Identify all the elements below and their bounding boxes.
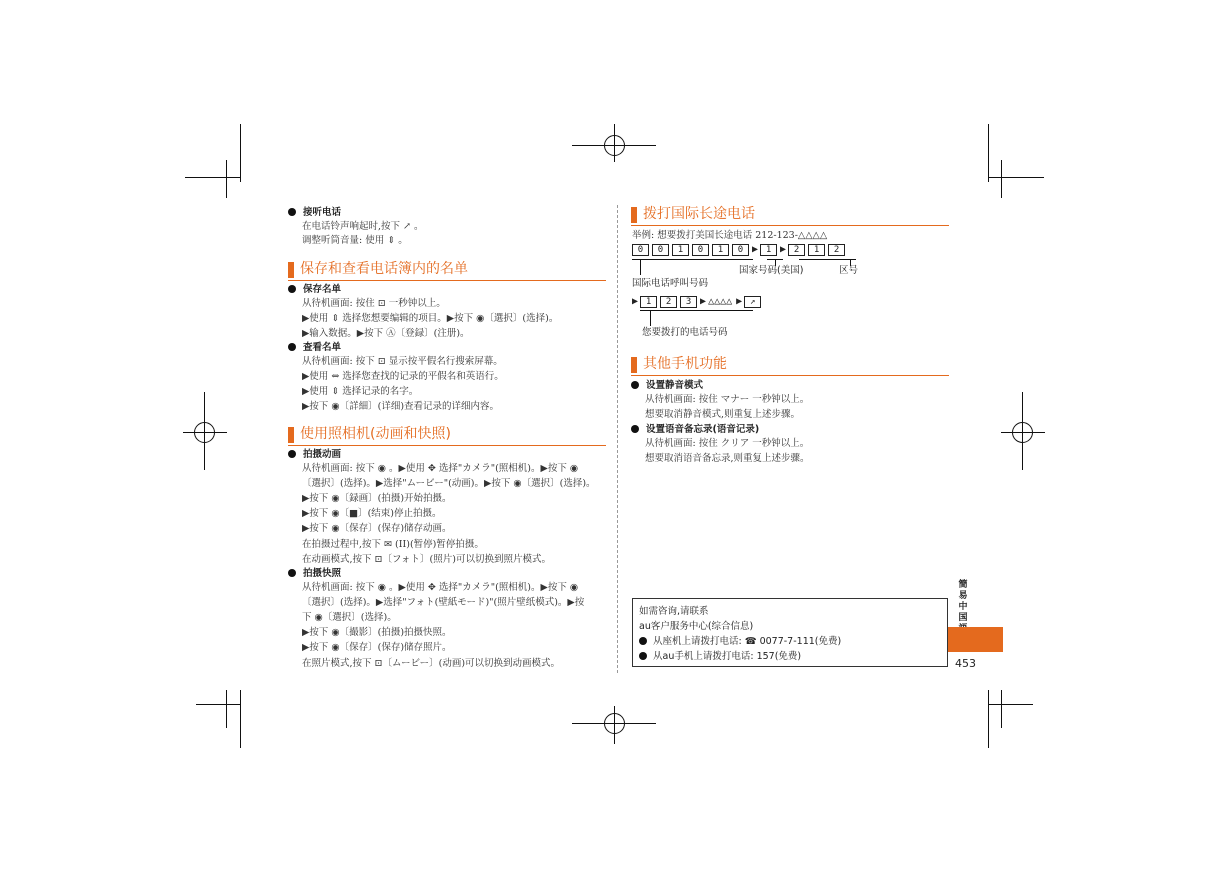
dial-sequence-1 (632, 244, 848, 256)
crop-mark-br-h (988, 704, 1033, 705)
registration-mark-right-v (1022, 392, 1023, 470)
contact-box (632, 598, 948, 667)
registration-mark-right-h (1001, 432, 1045, 433)
save-line-2: ▶使用 ⇕ 选择您想要编辑的项目。▶按下 ◉〔選択〕(选择)。 (302, 313, 559, 324)
photo-line-2: 〔選択〕(选择)。▶选择"フォト(壁紙モード)"(照片壁纸模式)。▶按 (302, 597, 585, 608)
silent-line-1: 从待机画面: 按住 マナー 一秒钟以上。 (645, 394, 810, 405)
label-country-code: 国家号码(美国) (739, 265, 804, 276)
section-heading-camera: 使用照相机(动画和快照) (288, 424, 606, 446)
contact-title: 如需咨询,请联系 (639, 606, 709, 617)
dial-key: 0 (692, 244, 709, 256)
dial-key: 2 (788, 244, 805, 256)
memo-line-1: 从待机画面: 按住 クリア 一秒钟以上。 (645, 438, 810, 449)
answer-title: 接听电话 (288, 206, 341, 219)
contact-landline: 从座机上请拨打电话: ☎ 0077-7-111(免费) (639, 634, 941, 649)
crop-mark-br-v (988, 690, 989, 748)
silent-line-2: 想要取消静音模式,则重复上述步骤。 (645, 409, 801, 420)
video-line-5: ▶按下 ◉〔保存〕(保存)储存动画。 (302, 523, 452, 534)
view-line-3: ▶使用 ⇕ 选择记录的名字。 (302, 386, 419, 397)
dial-key: 0 (652, 244, 669, 256)
dial-key: 3 (680, 296, 697, 308)
section-heading-phonebook: 保存和查看电话簿内的名单 (288, 259, 606, 281)
arrow-icon: ▶ (752, 244, 759, 255)
photo-title: 拍摄快照 (288, 567, 341, 580)
photo-line-3: 下 ◉〔選択〕(选择)。 (302, 612, 397, 623)
label-area-code: 区号 (839, 265, 859, 276)
column-divider (617, 205, 618, 673)
video-line-7: 在动画模式,按下 ⊡〔フォト〕(照片)可以切换到照片模式。 (302, 554, 551, 565)
view-line-4: ▶按下 ◉〔詳細〕(详细)查看记录的详细内容。 (302, 401, 500, 412)
crop-mark-tl-v (240, 124, 241, 182)
crop-mark-bl-v (240, 690, 241, 748)
save-line-1: 从待机画面: 按住 ⊡ 一秒钟以上。 (302, 298, 446, 309)
crop-mark-br-v2 (1001, 690, 1002, 728)
registration-mark-left-h (183, 432, 227, 433)
registration-mark-left-v (204, 392, 205, 470)
video-title: 拍摄动画 (288, 448, 341, 461)
photo-line-6: 在照片模式,按下 ⊡〔ムービー〕(动画)可以切换到动画模式。 (302, 658, 561, 669)
bracket-area (799, 259, 856, 260)
save-line-3: ▶输入数据。▶按下 Ⓐ〔登録〕(注册)。 (302, 328, 470, 339)
arrow-icon: ▶ (700, 296, 707, 307)
call-key-icon: ↗ (744, 296, 761, 308)
side-tab-block (948, 627, 1003, 652)
label-intl-call-number: 国际电话呼叫号码 (632, 278, 709, 289)
photo-line-5: ▶按下 ◉〔保存〕(保存)储存照片。 (302, 642, 452, 653)
arrow-icon: ▶ (632, 296, 639, 307)
dial-key: 1 (760, 244, 777, 256)
crop-mark-tr-v (988, 124, 989, 182)
answer-line-2: 调整听筒音量: 使用 ⇕ 。 (302, 235, 408, 246)
video-line-2: 〔選択〕(选择)。▶选择"ムービー"(动画)。▶按下 ◉〔選択〕(选择)。 (302, 478, 596, 489)
view-line-1: 从待机画面: 按下 ⊡ 显示按平假名行搜索屏幕。 (302, 356, 503, 367)
page-number: 453 (955, 657, 976, 670)
view-line-2: ▶使用 ⇔ 选择您查找的记录的平假名和英语行。 (302, 371, 504, 382)
dial-key: 2 (660, 296, 677, 308)
crop-mark-bl-h (196, 704, 241, 705)
crop-mark-tl-h (185, 177, 241, 178)
number-placeholder: △△△△ (708, 296, 733, 307)
section-heading-intl: 拨打国际长途电话 (631, 204, 949, 226)
dial-key: 1 (712, 244, 729, 256)
save-list-title: 保存名单 (288, 283, 341, 296)
crop-mark-tr-h (988, 177, 1044, 178)
crop-mark-tl-v2 (226, 160, 227, 198)
bracket-number-stem (650, 310, 651, 326)
arrow-icon: ▶ (780, 244, 787, 255)
dial-key: 1 (808, 244, 825, 256)
video-line-1: 从待机画面: 按下 ◉ 。▶使用 ✥ 选择"カメラ"(照相机)。▶按下 ◉ (302, 463, 579, 474)
video-line-3: ▶按下 ◉〔録画〕(拍摄)开始拍摄。 (302, 493, 452, 504)
side-tab-label: 簡易中国 (958, 580, 968, 623)
bracket-number (640, 310, 753, 311)
intl-example: 举例: 想要拨打美国长途电话 212-123-△△△△ (632, 230, 828, 241)
dial-key: 2 (828, 244, 845, 256)
registration-mark-top-v (614, 124, 615, 162)
crop-mark-bl-v2 (226, 690, 227, 728)
video-line-6: 在拍摄过程中,按下 ✉ (II)(暂停)暂停拍摄。 (302, 539, 484, 550)
view-list-title: 查看名单 (288, 341, 341, 354)
dial-key: 0 (632, 244, 649, 256)
dial-sequence-2 (632, 296, 764, 308)
contact-mobile: 从au手机上请拨打电话: 157(免费) (639, 649, 941, 664)
dial-key: 1 (640, 296, 657, 308)
arrow-icon: ▶ (736, 296, 743, 307)
photo-line-1: 从待机画面: 按下 ◉ 。▶使用 ✥ 选择"カメラ"(照相机)。▶按下 ◉ (302, 582, 579, 593)
memo-line-2: 想要取消语音备忘录,则重复上述步骤。 (645, 453, 810, 464)
silent-mode-title: 设置静音模式 (631, 379, 703, 392)
bracket-intl-stem (640, 259, 641, 275)
contact-org: au客户服务中心(综合信息) (639, 621, 754, 632)
voice-memo-title: 设置语音备忘录(语音记录) (631, 423, 759, 436)
dial-key: 0 (732, 244, 749, 256)
label-number-to-dial: 您要拨打的电话号码 (642, 327, 728, 338)
photo-line-4: ▶按下 ◉〔撮影〕(拍摄)拍摄快照。 (302, 627, 452, 638)
answer-line-1: 在电话铃声响起时,按下 ↗ 。 (302, 221, 424, 232)
crop-mark-tr-v2 (1001, 160, 1002, 198)
section-heading-other: 其他手机功能 (631, 354, 949, 376)
video-line-4: ▶按下 ◉〔■〕(结束)停止拍摄。 (302, 508, 442, 519)
bracket-intl (632, 259, 753, 260)
dial-key: 1 (672, 244, 689, 256)
registration-mark-bottom-v (614, 706, 615, 744)
